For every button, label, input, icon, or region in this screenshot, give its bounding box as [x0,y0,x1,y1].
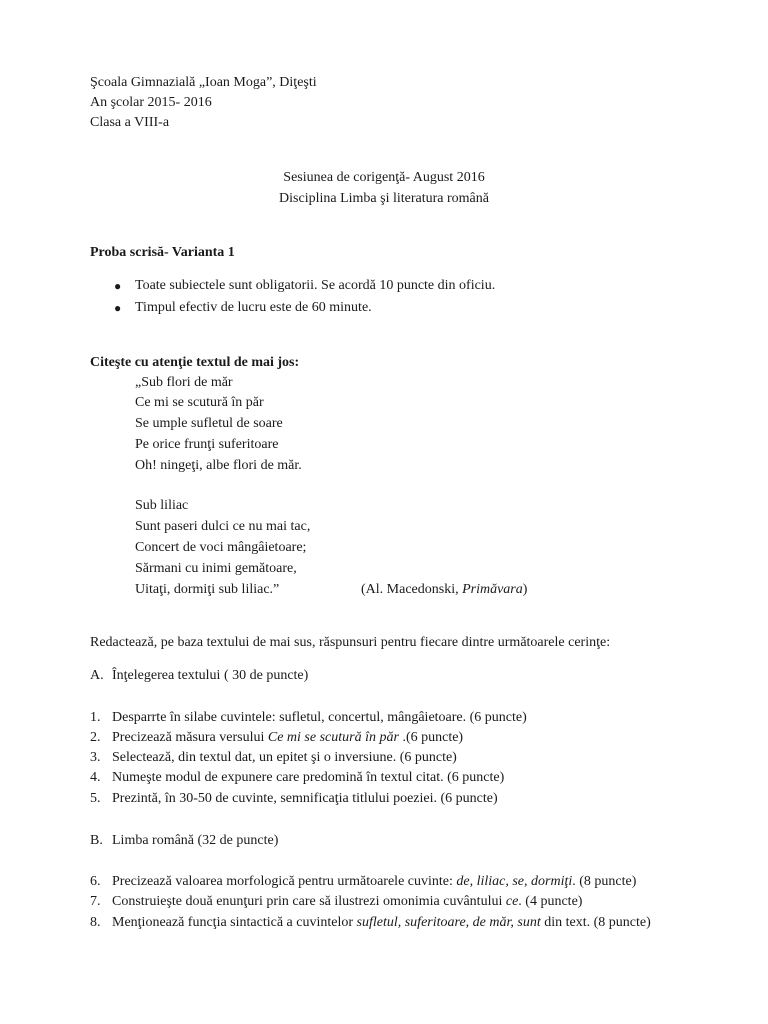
section-b-title: Limba română (32 de puncte) [112,833,279,848]
task-intro: Redactează, pe baza textului de mai sus, răspunsuri pentru fiecare dintre următoarele cerinţe: [90,635,611,650]
school-year: An şcolar 2015- 2016 [90,95,212,110]
task-item-quote: de, liliac, se, dormiţi [456,874,573,889]
task-item-post: .(6 puncte) [398,730,464,745]
task-item [112,892,582,912]
poem-line: Sunt paseri dulci ce nu mai tac, [135,519,311,534]
task-item-post: din text. (8 puncte) [540,915,651,930]
poem-line: Uitaţi, dormiţi sub liliac.” [135,582,280,597]
task-item [112,913,651,933]
task-item [112,728,463,748]
task-item-quote: ce [505,894,519,909]
task-item: Numeşte modul de expunere care predomină în textul citat. (6 puncte) [112,770,505,785]
item-number: 4. [90,770,101,785]
poem-line: Se umple sufletul de soare [135,416,283,431]
item-number: 2. [90,730,101,745]
item-number: 5. [90,791,101,806]
source-suffix: ) [522,582,528,597]
section-b-marker: B. [90,833,103,848]
poem-line: „Sub flori de măr [135,375,233,390]
item-number: 7. [90,894,101,909]
task-item: Desparrte în silabe cuvintele: sufletul, concertul, mângâietoare. (6 puncte) [112,710,527,725]
exam-title: Proba scrisă- Varianta 1 [90,245,235,260]
section-a-title: Înţelegerea textului ( 30 de puncte) [112,668,309,683]
source-prefix: (Al. Macedonski, [361,582,463,597]
source-title: Primăvara [462,582,523,597]
task-item-pre: Precizează valoarea morfologică pentru următoarele cuvinte: [112,874,457,889]
class-label: Clasa a VIII-a [90,115,170,130]
poem-line: Sărmani cu inimi gemătoare, [135,561,297,576]
bullet-item: Timpul efectiv de lucru este de 60 minute. [135,300,372,315]
reading-instruction: Citeşte cu atenţie textul de mai jos: [90,355,300,370]
item-number: 6. [90,874,101,889]
bullet-item: Toate subiectele sunt obligatorii. Se acordă 10 puncte din oficiu. [135,278,496,293]
section-a-marker: A. [90,668,104,683]
bullet-dot: ● [114,301,122,315]
poem-line: Oh! ningeţi, albe flori de măr. [135,458,302,473]
task-item: Prezintă, în 30-50 de cuvinte, semnificaţia titlului poeziei. (6 puncte) [112,791,498,806]
poem-line: Ce mi se scutură în păr [135,395,264,410]
poem-line: Sub liliac [135,498,189,513]
task-item-quote: Ce mi se scutură în păr [267,730,399,745]
task-item-post: . (8 puncte) [572,874,637,889]
task-item [112,872,636,892]
item-number: 1. [90,710,101,725]
task-item: Selectează, din textul dat, un epitet şi o inversiune. (6 puncte) [112,750,457,765]
task-item-quote: sufletul, suferitoare, de măr, sunt [356,915,541,930]
poem-line: Pe orice frunţi suferitoare [135,437,279,452]
discipline-title: Disciplina Limba şi literatura română [279,191,489,206]
task-item-pre: Precizează măsura versului [112,730,268,745]
task-item-pre: Construieşte două enunţuri prin care să ilustrezi omonimia cuvântului [112,894,506,909]
task-item-pre: Menţionează funcţia sintactică a cuvintelor [112,915,357,930]
task-item-post: . (4 puncte) [518,894,583,909]
item-number: 8. [90,915,101,930]
session-title: Sesiunea de corigenţă- August 2016 [283,170,485,185]
bullet-dot: ● [114,279,122,293]
poem-line: Concert de voci mângâietoare; [135,540,307,555]
item-number: 3. [90,750,101,765]
school-name: Şcoala Gimnazială „Ioan Moga”, Diţeşti [90,75,317,90]
poem-source [361,580,527,600]
